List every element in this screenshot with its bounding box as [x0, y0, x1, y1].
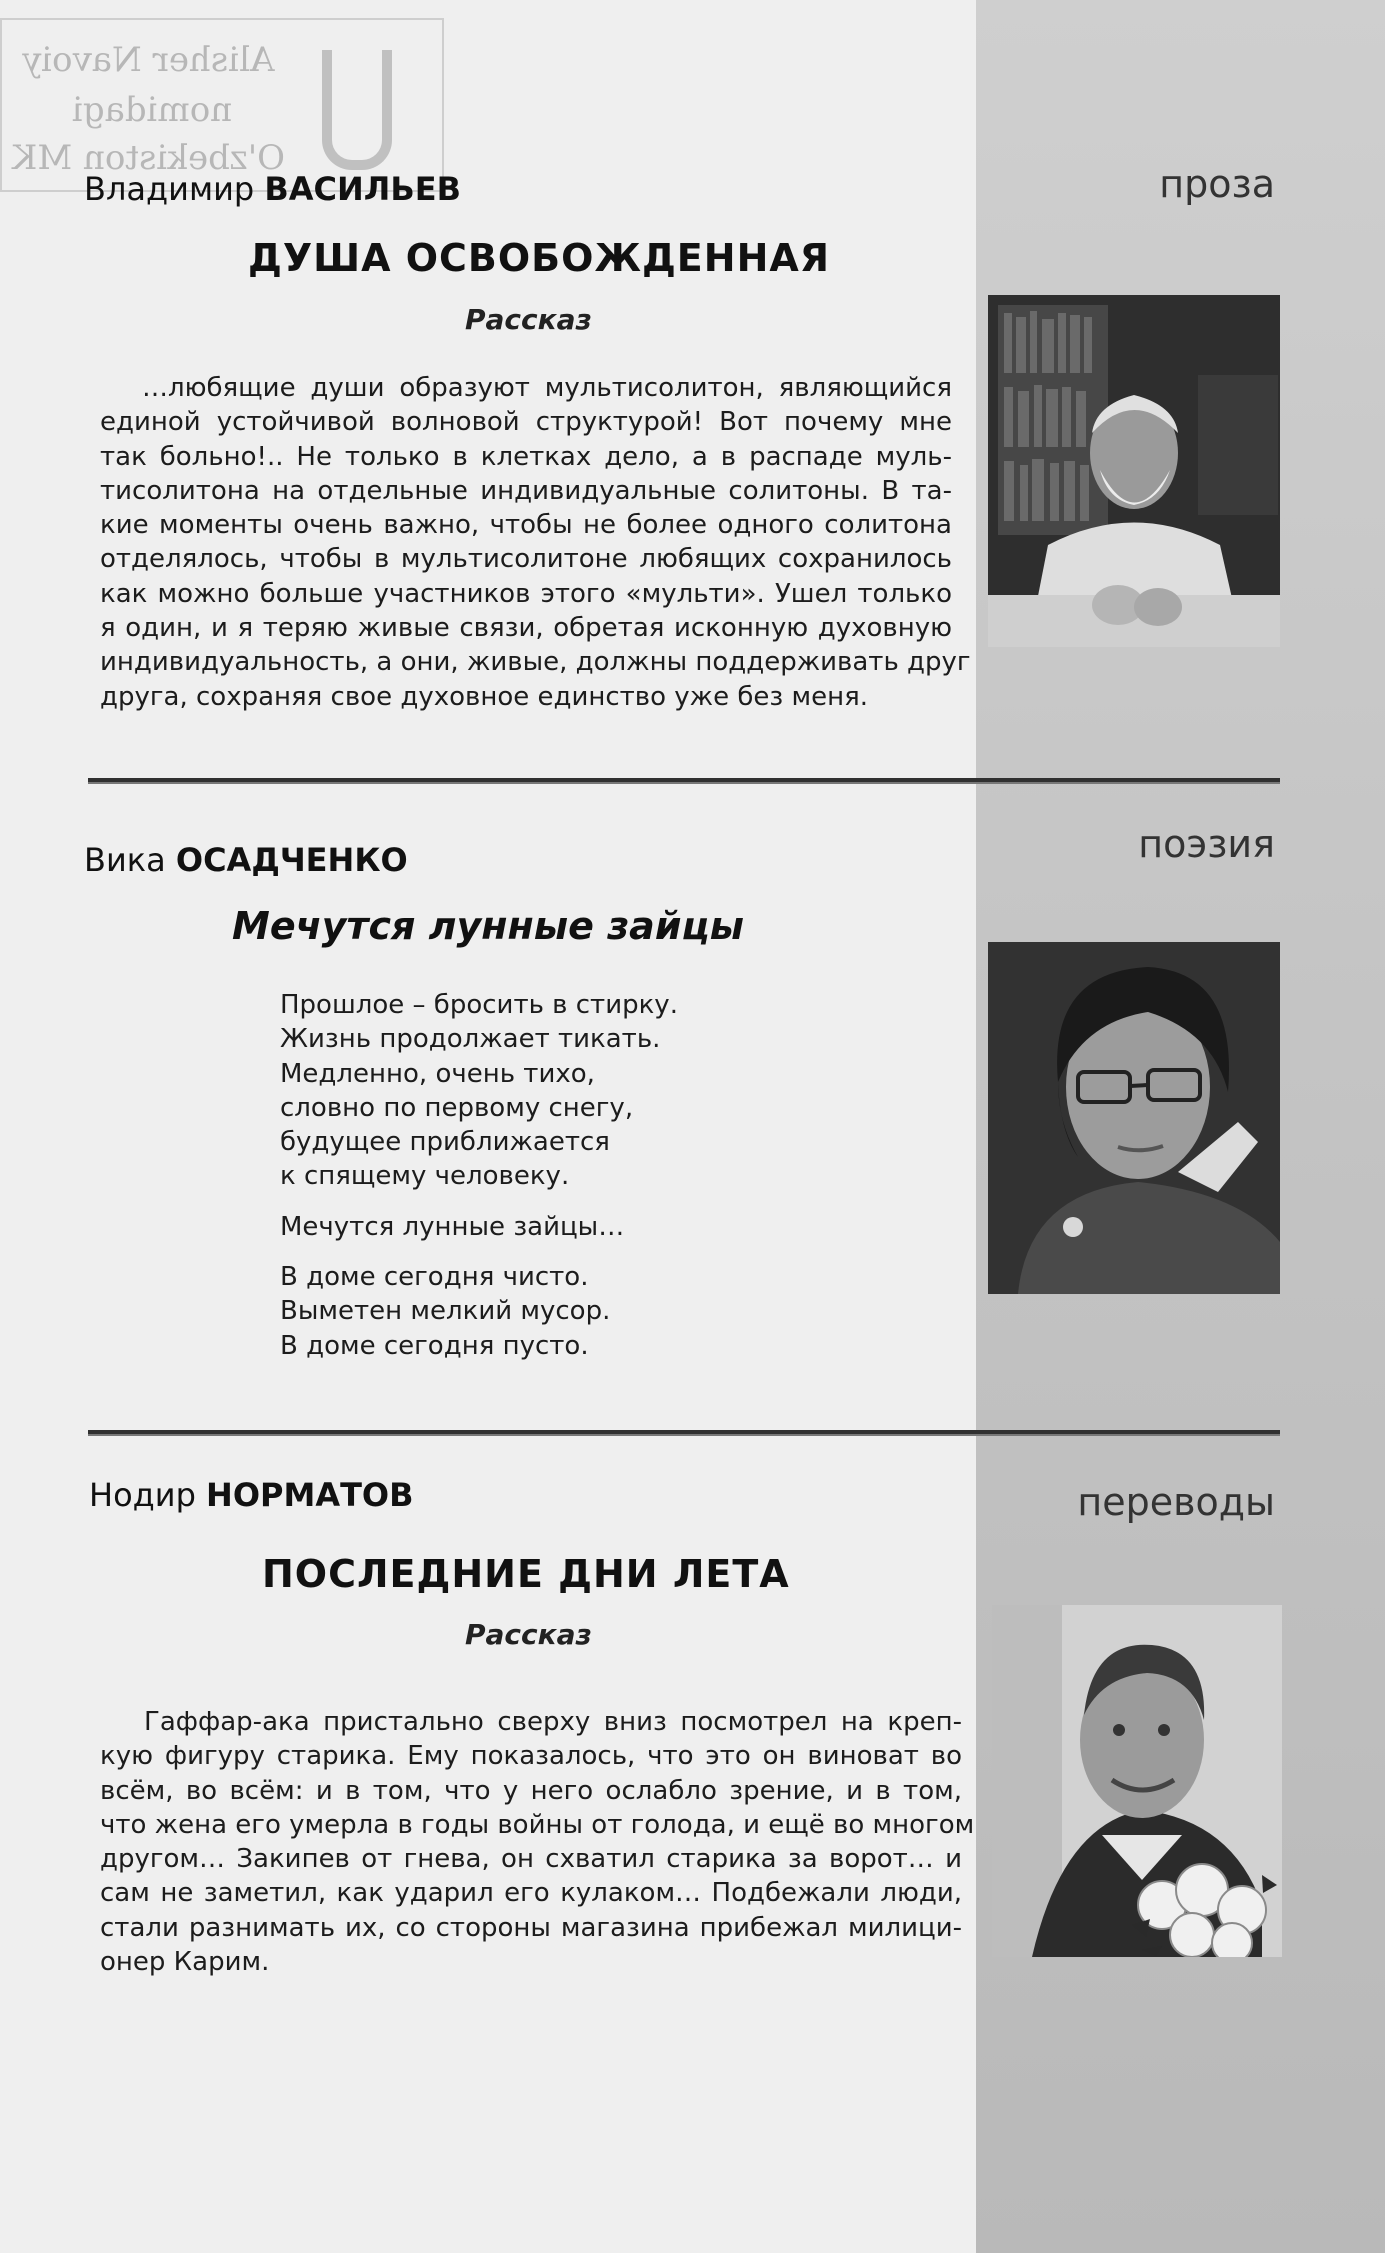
text-line: так больно!.. Не только в клетках дело, а в распаде муль- [100, 441, 952, 472]
portrait-man-flowers [992, 1605, 1282, 1957]
author-first-name: Вика [84, 841, 166, 879]
stanza-gap [280, 1244, 678, 1260]
stamp-line-2: nomidagi [72, 90, 233, 130]
section-label-prose: проза [1159, 162, 1275, 206]
author-photo-osadchenko [988, 942, 1280, 1294]
text-line: индивидуальность, а они, живые, должны поддерживать друг [100, 647, 971, 678]
section-divider [88, 778, 1280, 784]
text-line: кие моменты очень важно, чтобы не более одного солитона [100, 510, 952, 541]
poem-line: В доме сегодня чисто. [280, 1262, 589, 1293]
author-normatov [89, 1476, 414, 1514]
story-title: ПОСЛЕДНИЕ ДНИ ЛЕТА [262, 1552, 790, 1596]
text-line: друга, сохраняя свое духовное единство уже без меня. [100, 681, 869, 712]
section-label-poetry: поэзия [1138, 822, 1275, 866]
prose-excerpt-2 [100, 1705, 975, 1979]
author-last-name: ВАСИЛЬЕВ [264, 170, 461, 208]
text-line: сам не заметил, как ударил его кулаком… Подбежали люди, [100, 1878, 962, 1909]
text-line: я один, и я теряю живые связи, обретая исконную духовную [100, 613, 952, 644]
author-photo-vasiliev [988, 295, 1280, 647]
text-line: всём, во всём: и в том, что у него ослабло зрение, и в том, [100, 1775, 962, 1806]
text-line: стали разнимать их, со стороны магазина прибежал милици- [100, 1912, 962, 1943]
author-photo-normatov [992, 1605, 1282, 1957]
text-line: как можно больше участников этого «мульти». Ушел только [100, 578, 952, 609]
text-line: Гаффар-ака пристально сверху вниз посмотрел на креп- [144, 1707, 962, 1737]
poem-line: Мечутся лунные зайцы… [280, 1211, 625, 1242]
section-divider [88, 1430, 1280, 1436]
library-stamp [0, 18, 444, 192]
text-line: другом… Закипев от гнева, он схватил старика за ворот… и [100, 1844, 962, 1875]
text-line: что жена его умерла в годы войны от голода, и ещё во многом [100, 1809, 975, 1840]
author-vasiliev [84, 170, 461, 208]
text-line: онер Карим. [100, 1947, 270, 1978]
stamp-line-3: O'zbekiston MK [12, 138, 285, 178]
poem-line: В доме сегодня пусто. [280, 1330, 589, 1361]
portrait-woman-glasses [988, 942, 1280, 1294]
section-label-translations: переводы [1077, 1480, 1275, 1524]
text-line: тисолитона на отдельные индивидуальные солитоны. В та- [100, 475, 952, 506]
poem-line: будущее приближается [280, 1127, 610, 1158]
poem-line: Выметен мелкий мусор. [280, 1296, 611, 1327]
poem-text [280, 988, 678, 1363]
poem-line: Жизнь продолжает тикать. [280, 1024, 661, 1055]
poem-line: словно по первому снегу, [280, 1092, 634, 1123]
author-first-name: Владимир [84, 170, 255, 208]
poem-title: Мечутся лунные зайцы [232, 904, 744, 948]
text-line: …любящие души образуют мультисолитон, являющийся [142, 373, 952, 403]
author-last-name: НОРМАТОВ [206, 1476, 414, 1514]
story-title: ДУША ОСВОБОЖДЕННАЯ [248, 236, 831, 280]
story-genre: Рассказ [465, 1618, 592, 1651]
stamp-emblem [322, 50, 392, 170]
portrait-bearded-man [988, 295, 1280, 647]
prose-excerpt-1 [100, 371, 971, 714]
author-first-name: Нодир [89, 1476, 196, 1514]
text-line: отделялось, чтобы в мультисолитоне любящих сохранилось [100, 544, 952, 575]
author-osadchenko [84, 841, 408, 879]
text-line: единой устойчивой волновой структурой! Вот почему мне [100, 407, 952, 438]
stanza-gap [280, 1194, 678, 1210]
stamp-line-1: Alisher Navoiy [22, 40, 275, 80]
poem-line: Медленно, очень тихо, [280, 1058, 595, 1089]
poem-line: Прошлое – бросить в стирку. [280, 990, 678, 1020]
story-genre: Рассказ [465, 303, 592, 336]
text-line: кую фигуру старика. Ему показалось, что это он виноват во [100, 1741, 962, 1772]
author-last-name: ОСАДЧЕНКО [175, 841, 408, 879]
poem-line: к спящему человеку. [280, 1161, 570, 1192]
